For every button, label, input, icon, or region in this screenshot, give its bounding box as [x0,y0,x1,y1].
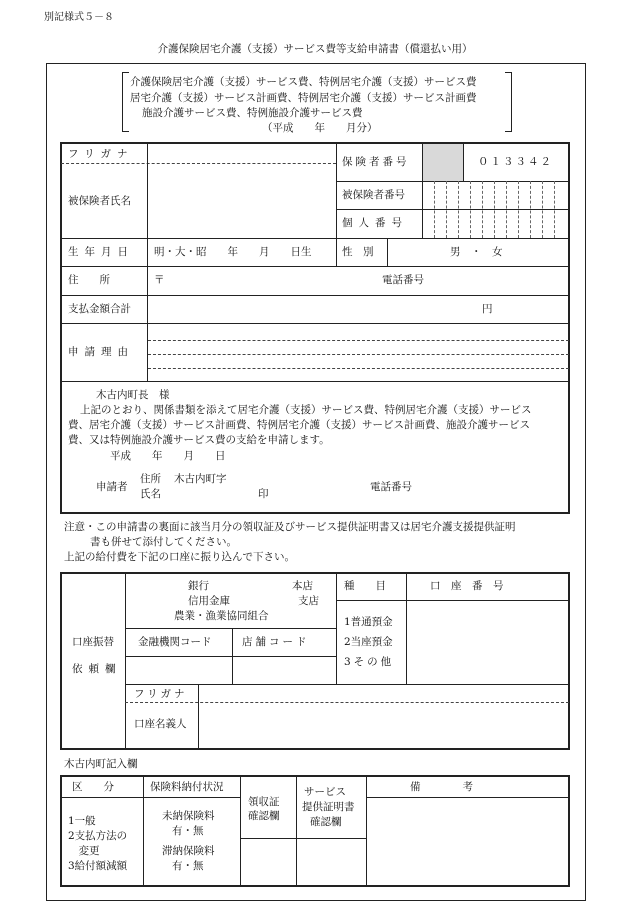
account-type-label: 種 目 [344,580,386,592]
bank-section-label-1: 口座振替 [72,636,114,648]
col-premium: 保険料納付状況 [150,781,224,793]
col-service-1: サービス [304,786,346,798]
category-2b: 変更 [68,845,100,857]
branch-code-label: 店舗コード [242,636,310,648]
category-1: 1一般 [68,815,96,827]
account-holder-label: 口座名義人 [134,718,187,730]
header-line-1: 介護保険居宅介護（支援）サービス費、特例居宅介護（支援）サービス費 [130,76,477,88]
sex-value: 男 ・ 女 [450,246,503,258]
bank-furigana-label: フリガナ [134,688,188,700]
premium-delinquent-choice: 有・無 [172,860,204,872]
dob-value: 明・大・昭 年 月 日生 [154,246,312,258]
yen-mark: 円 [482,303,493,315]
note-line-3: 上記の給付費を下記の口座に振り込んで下さい。 [64,551,295,563]
insurer-no-label: 保険者番号 [342,156,410,168]
account-type-3: 3その他 [344,656,395,668]
col-service-3: 確認欄 [310,816,342,828]
seal-mark: 印 [258,488,269,500]
form-id: 別記様式５－８ [44,12,114,23]
declaration-line-1: 上記のとおり、関係書類を添えて居宅介護（支援）サービス費、特例居宅介護（支援）サービス [80,404,532,416]
premium-unpaid-choice: 有・無 [172,825,204,837]
col-receipt-1: 領収証 [248,796,280,808]
declaration-line-3: 費、又は特例施設介護サービス費の支給を申請します。 [68,434,330,446]
sex-label: 性 別 [342,246,374,258]
col-service-2: 提供証明書 [302,801,355,813]
left-bracket [122,72,129,132]
address-label: 住 所 [68,274,110,286]
bank-type: 銀行 [188,580,209,592]
header-line-3: 施設介護サービス費、特例施設介護サービス費 [142,107,363,119]
account-no-label: 口 座 番 号 [430,580,504,592]
shinkin-type: 信用金庫 [188,595,230,607]
form-title: 介護保険居宅介護（支援）サービス費等支給申請書（償還払い用） [157,43,473,55]
addressee: 木古内町長 様 [96,389,170,401]
total-label: 支払金額合計 [68,303,131,315]
branch-office: 支店 [298,595,319,607]
applicant-name-label: 氏名 [140,488,161,500]
col-category: 区 分 [72,781,114,793]
insured-name-label: 被保険者氏名 [68,195,131,207]
phone-label: 電話番号 [382,274,424,286]
insurer-no-value: ０１３３４２ [478,156,553,168]
postal-mark: 〒 [154,274,165,286]
premium-unpaid: 未納保険料 [162,810,215,822]
header-line-2: 居宅介護（支援）サービス計画費、特例居宅介護（支援）サービス計画費 [130,92,477,104]
applicant-address-label: 住所 [140,473,161,485]
applicant-phone-label: 電話番号 [370,481,412,493]
insurer-no-shade [422,144,463,181]
applicant-label: 申請者 [96,481,128,493]
right-bracket [505,72,512,132]
account-type-1: 1普通預金 [344,616,393,628]
premium-delinquent: 滞納保険料 [162,845,215,857]
note-line-1: 注意・この申請書の裏面に該当月分の領収証及びサービス提供証明書又は居宅介護支援提供証明 [64,521,516,533]
insured-no-label: 被保険者番号 [342,189,405,201]
col-receipt-2: 確認欄 [248,810,280,822]
bank-section-label-2: 依頼欄 [72,663,122,675]
category-2: 2支払方法の [68,830,128,842]
office-title: 木古内町記入欄 [64,758,138,770]
account-type-2: 2当座預金 [344,636,393,648]
reason-label: 申請理由 [68,346,134,358]
header-period: （平成 年 月分） [262,122,378,134]
note-line-2: 書も併せて添付してください。 [90,536,237,548]
head-office: 本店 [292,580,313,592]
inst-code-label: 金融機関コード [138,636,212,648]
coop-type: 農業・漁業協同組合 [174,610,269,622]
application-date: 平成 年 月 日 [110,450,226,462]
applicant-address-value: 木古内町字 [174,473,227,485]
furigana-label: フリガナ [68,148,134,160]
declaration-line-2: 費、居宅介護（支援）サービス計画費、特例居宅介護（支援）サービス計画費、施設介護サービス [68,419,530,431]
dob-label: 生年月日 [68,246,134,258]
category-3: 3給付額減額 [68,860,128,872]
personal-no-label: 個人番号 [342,217,408,229]
col-remarks: 備 考 [410,781,473,793]
